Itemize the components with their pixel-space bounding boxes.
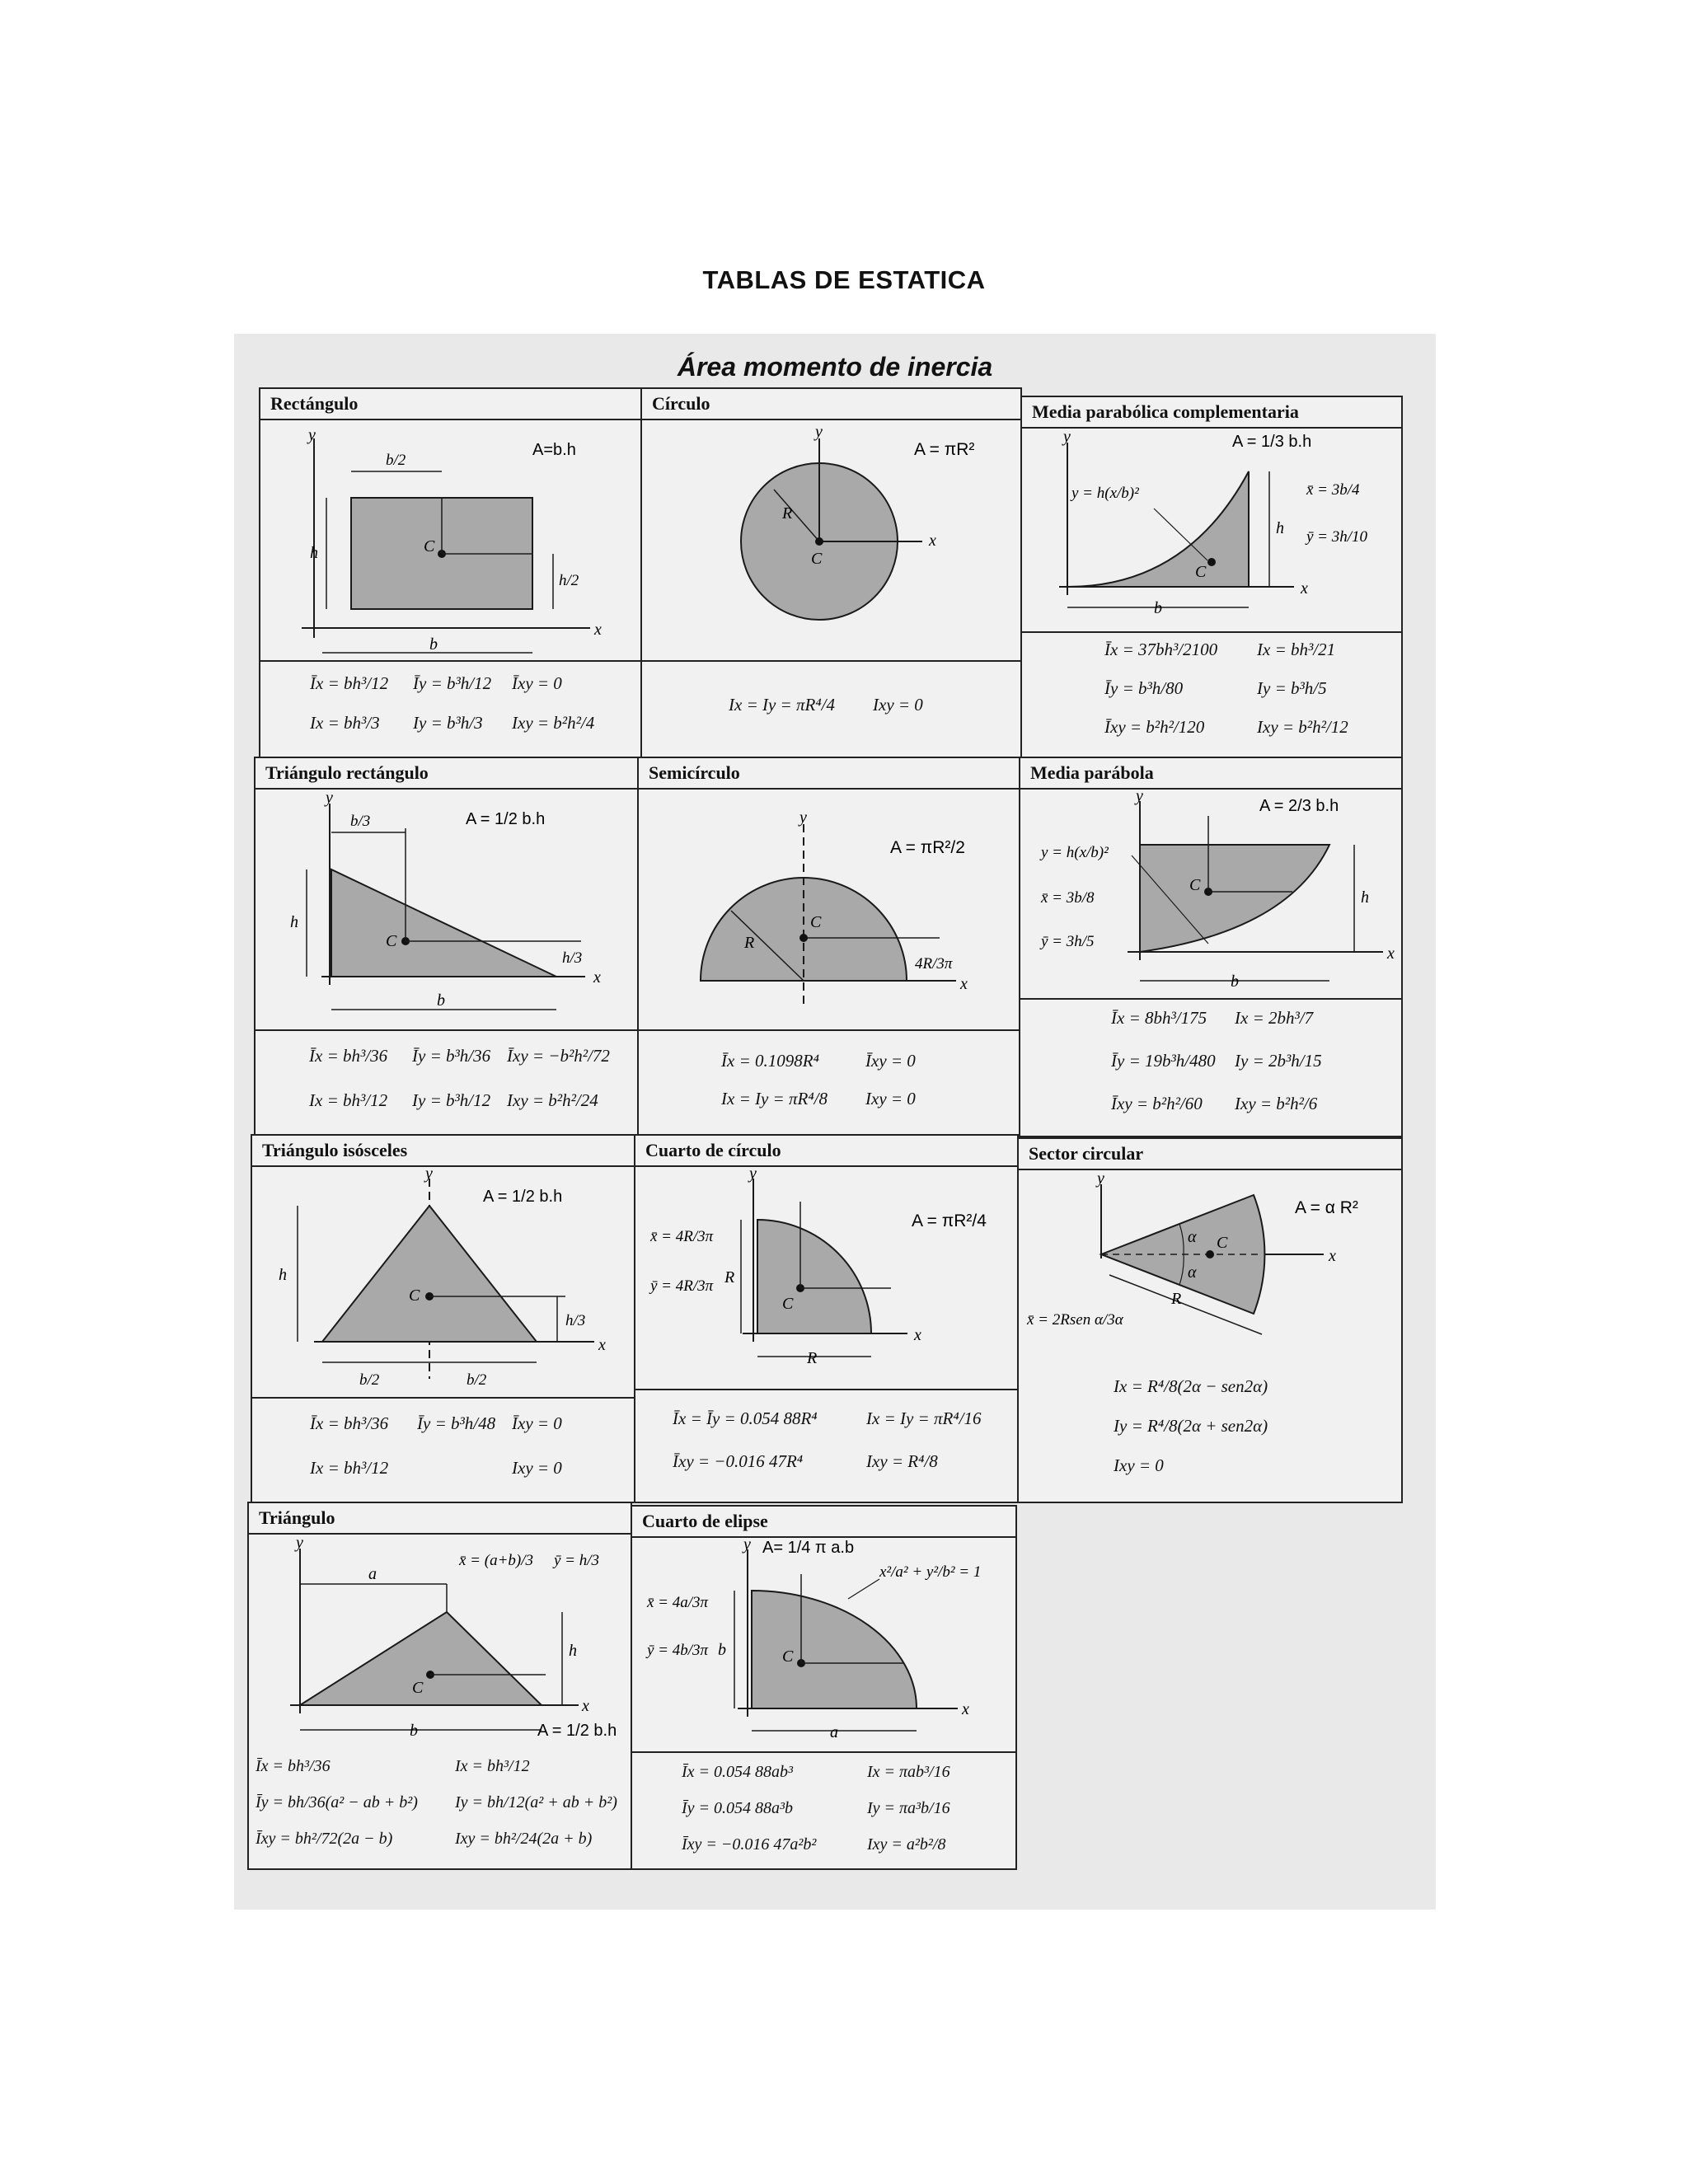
table-heading: Área momento de inercia xyxy=(677,352,993,382)
formulas-media-parabolica-complementaria xyxy=(1022,631,1401,757)
formula: Īxy = 0 xyxy=(512,1413,562,1433)
centroid-label: C xyxy=(1195,563,1207,581)
xbar-label: x̄ = 3b/4 xyxy=(1306,481,1360,499)
formula: Īx = bh³/36 xyxy=(310,1413,389,1433)
b-label: b xyxy=(410,1722,418,1740)
formula: Iy = 2b³h/15 xyxy=(1235,1051,1322,1071)
formula: Ix = bh³/3 xyxy=(310,713,380,733)
formulas-circulo xyxy=(642,660,1020,757)
formula: Ixy = 0 xyxy=(873,695,923,715)
area-formula: A= 1/4 π a.b xyxy=(762,1540,855,1557)
ybar-label: ȳ = h/3 xyxy=(554,1552,600,1569)
h-label: h xyxy=(1361,888,1369,907)
formula: Īxy = b²h²/120 xyxy=(1104,717,1205,737)
cell-media-parabola xyxy=(1019,757,1403,1137)
formulas-sector-circular xyxy=(1019,1370,1401,1502)
xbar-label: x̄ = 3b/8 xyxy=(1041,889,1095,907)
formula: Īxy = −b²h²/72 xyxy=(507,1046,610,1066)
cell-circulo xyxy=(640,387,1022,758)
cuarto-de-elipse-figure xyxy=(632,1540,1011,1758)
b-label: b xyxy=(429,635,438,654)
formula: Īxy = −0.016 47R⁴ xyxy=(673,1451,804,1471)
radius-label: R xyxy=(782,504,793,523)
shape-title: Cuarto de elipse xyxy=(632,1507,1015,1538)
b-label: b xyxy=(1231,972,1239,991)
formula: Īxy = b²h²/60 xyxy=(1111,1094,1203,1113)
media-parabolica-complementaria-figure xyxy=(1022,430,1401,636)
h-label: h xyxy=(569,1642,577,1660)
xbar-label: x̄ = 4R/3π xyxy=(650,1228,714,1245)
formula: Īx = 0.054 88ab³ xyxy=(682,1763,794,1781)
a-label: a xyxy=(368,1565,377,1583)
formulas-triangulo-rectangulo xyxy=(256,1029,637,1134)
semicirculo-figure xyxy=(639,791,1018,1038)
centroid-label: C xyxy=(782,1647,794,1666)
radius-label: R xyxy=(1171,1290,1182,1308)
media-parabola-figure xyxy=(1020,791,1400,1022)
formula: Īy = b³h/12 xyxy=(413,673,492,693)
formula: Īxy = bh²/72(2a − b) xyxy=(256,1830,393,1848)
cell-sector-circular xyxy=(1017,1137,1403,1503)
formula: Ix = Iy = πR⁴/8 xyxy=(721,1089,828,1108)
ybar-label: ȳ = 3h/5 xyxy=(1041,933,1095,950)
y-axis-label: y xyxy=(799,808,807,827)
shape-title: Triángulo xyxy=(249,1503,631,1535)
ybar-label: ȳ = 4R/3π xyxy=(650,1277,714,1295)
xbar-label: x̄ = (a+b)/3 xyxy=(459,1552,534,1569)
shape-title: Semicírculo xyxy=(639,758,1019,790)
formula: Iy = b³h/3 xyxy=(413,713,483,733)
x-axis-label: x xyxy=(593,968,601,987)
circulo-figure xyxy=(642,422,1021,661)
a-label: a xyxy=(830,1723,838,1741)
formula: Īx = bh³/36 xyxy=(309,1046,388,1066)
formulas-rectangulo xyxy=(260,660,640,757)
centroid-label: C xyxy=(412,1679,424,1697)
x-axis-label: x xyxy=(962,1700,969,1718)
y-axis-label: y xyxy=(296,1536,303,1552)
formula: Ixy = bh²/24(2a + b) xyxy=(455,1830,593,1848)
formula: Īx = bh³/36 xyxy=(256,1757,331,1775)
shape-title: Triángulo isósceles xyxy=(252,1136,634,1167)
triangulo-rectangulo-figure xyxy=(256,791,635,1038)
formula: Īxy = 0 xyxy=(512,673,562,693)
radius-label: R xyxy=(724,1268,735,1286)
formulas-triangulo xyxy=(249,1757,631,1868)
formulas-semicirculo xyxy=(639,1029,1019,1134)
b-label: b xyxy=(437,991,445,1010)
formula: Ixy = b²h²/12 xyxy=(1257,717,1348,737)
x-axis-label: x xyxy=(598,1336,606,1354)
formula: Ixy = 0 xyxy=(512,1458,562,1478)
area-formula: A = 2/3 b.h xyxy=(1259,797,1339,815)
area-formula: A=b.h xyxy=(532,441,576,459)
rectangulo-figure xyxy=(260,422,640,661)
centroid-label: C xyxy=(782,1295,794,1313)
area-formula: A = 1/2 b.h xyxy=(483,1188,563,1206)
cell-semicirculo xyxy=(637,757,1020,1136)
shape-title: Triángulo rectángulo xyxy=(256,758,637,790)
b2-left-label: b/2 xyxy=(359,1371,380,1389)
h-label: h xyxy=(1276,519,1284,537)
shape-title: Círculo xyxy=(642,389,1020,420)
shape-title: Rectángulo xyxy=(260,389,640,420)
curve-equation: y = h(x/b)² xyxy=(1041,844,1109,861)
distance-label: 4R/3π xyxy=(915,955,953,972)
x-axis-label: x xyxy=(1329,1247,1336,1265)
cell-cuarto-de-circulo xyxy=(634,1134,1019,1503)
x-axis-label: x xyxy=(914,1326,921,1344)
shape-title: Media parábola xyxy=(1020,758,1401,790)
centroid-label: C xyxy=(386,932,397,950)
y-axis-label: y xyxy=(1063,430,1071,446)
formula: Ix = Iy = πR⁴/16 xyxy=(866,1408,982,1428)
h-label: h xyxy=(290,913,298,931)
formula: Ixy = b²h²/24 xyxy=(507,1090,598,1110)
formula: Īy = 19b³h/480 xyxy=(1111,1051,1216,1071)
area-formula: A = πR²/2 xyxy=(890,838,965,857)
formula: Ixy = 0 xyxy=(865,1089,916,1108)
formula: Īxy = 0 xyxy=(865,1051,916,1071)
curve-equation: y = h(x/b)² xyxy=(1071,485,1139,502)
y-axis-label: y xyxy=(425,1169,433,1183)
b-label: b xyxy=(1154,599,1162,617)
y-axis-label: y xyxy=(1136,791,1143,805)
shape-title: Media parabólica complementaria xyxy=(1022,397,1401,429)
x-axis-label: x xyxy=(594,621,602,639)
cell-rectangulo xyxy=(259,387,642,758)
formula: Ix = Iy = πR⁴/4 xyxy=(729,695,835,715)
b2-label: b/2 xyxy=(386,452,406,469)
formula: Ixy = b²h²/4 xyxy=(512,713,595,733)
shape-title: Sector circular xyxy=(1019,1139,1401,1170)
formulas-media-parabola xyxy=(1020,998,1401,1136)
h3-label: h/3 xyxy=(562,949,583,967)
formula: Īy = b³h/80 xyxy=(1104,678,1184,698)
formula: Ixy = b²h²/6 xyxy=(1235,1094,1318,1113)
formula: Iy = b³h/12 xyxy=(412,1090,491,1110)
cell-cuarto-de-elipse xyxy=(631,1505,1017,1870)
centroid-label: C xyxy=(409,1286,420,1305)
ellipse-equation: x²/a² + y²/b² = 1 xyxy=(879,1563,982,1581)
b-label: b xyxy=(718,1641,726,1659)
area-formula: A = α R² xyxy=(1295,1198,1358,1217)
formula: Ix = 2bh³/7 xyxy=(1235,1008,1314,1028)
formula: Ixy = a²b²/8 xyxy=(867,1835,946,1854)
h3-label: h/3 xyxy=(565,1312,586,1329)
formulas-cuarto-de-circulo xyxy=(635,1389,1017,1502)
b2-right-label: b/2 xyxy=(467,1371,487,1389)
y-axis-label: y xyxy=(308,426,316,444)
y-axis-label: y xyxy=(815,423,823,441)
area-formula: A = πR² xyxy=(914,440,975,459)
triangulo-isosceles-figure xyxy=(252,1169,631,1416)
formula: Īx = 0.1098R⁴ xyxy=(721,1051,819,1071)
formula: Īx = bh³/12 xyxy=(310,673,389,693)
formula: Īy = bh/36(a² − ab + b²) xyxy=(256,1793,418,1811)
centroid-label: C xyxy=(424,537,435,555)
formula: Ixy = 0 xyxy=(1114,1455,1164,1475)
y-axis-label: y xyxy=(1097,1172,1104,1188)
cell-triangulo xyxy=(247,1502,632,1870)
formula: Īx = Īy = 0.054 88R⁴ xyxy=(673,1408,818,1428)
formula: Īy = 0.054 88a³b xyxy=(682,1799,794,1817)
radius-bottom-label: R xyxy=(807,1349,818,1367)
x-axis-label: x xyxy=(929,532,936,550)
y-axis-label: y xyxy=(326,791,333,807)
scanned-table xyxy=(234,334,1436,1910)
x-axis-label: x xyxy=(582,1697,589,1715)
y-axis-label: y xyxy=(749,1169,757,1183)
formula: Ixy = R⁴/8 xyxy=(866,1451,938,1471)
document-title: TABLAS DE ESTATICA xyxy=(702,265,986,294)
formula: Ix = πab³/16 xyxy=(867,1763,950,1781)
y-axis-label: y xyxy=(743,1540,751,1554)
formula: Iy = bh/12(a² + ab + b²) xyxy=(455,1793,617,1811)
centroid-label: C xyxy=(1189,876,1201,894)
radius-label: R xyxy=(744,934,755,952)
centroid-label: C xyxy=(811,550,823,568)
cuarto-de-circulo-figure xyxy=(635,1169,1015,1408)
area-formula: A = πR²/4 xyxy=(912,1212,987,1230)
formula: Iy = b³h/5 xyxy=(1257,678,1327,698)
alpha-lower-label: α xyxy=(1188,1263,1197,1282)
formula: Īy = b³h/48 xyxy=(417,1413,496,1433)
x-axis-label: x xyxy=(1301,579,1308,598)
x-axis-label: x xyxy=(1387,944,1395,963)
formulas-cuarto-de-elipse xyxy=(632,1751,1015,1868)
formula: Ix = R⁴/8(2α − sen2α) xyxy=(1114,1376,1268,1396)
area-formula: A = 1/2 b.h xyxy=(537,1722,617,1740)
h-label: h xyxy=(310,544,318,562)
formula: Īx = 37bh³/2100 xyxy=(1104,640,1218,659)
shape-title: Cuarto de círculo xyxy=(635,1136,1017,1167)
formula: Iy = R⁴/8(2α + sen2α) xyxy=(1114,1416,1268,1436)
formula: Iy = πa³b/16 xyxy=(867,1799,950,1817)
xbar-label: x̄ = 2Rsen α/3α xyxy=(1027,1311,1123,1329)
cell-media-parabolica-complementaria xyxy=(1020,396,1403,758)
cell-triangulo-isosceles xyxy=(251,1134,635,1503)
cell-triangulo-rectangulo xyxy=(254,757,639,1136)
area-formula: A = 1/2 b.h xyxy=(466,810,546,828)
area-formula: A = 1/3 b.h xyxy=(1232,433,1312,451)
b3-label: b/3 xyxy=(350,813,371,830)
centroid-label: C xyxy=(1217,1234,1228,1252)
h2-label: h/2 xyxy=(559,572,579,589)
triangulo-figure xyxy=(249,1536,628,1759)
formula: Ix = bh³/12 xyxy=(309,1090,388,1110)
ybar-label: ȳ = 3h/10 xyxy=(1306,528,1368,546)
h-label: h xyxy=(279,1266,287,1284)
formula: Ix = bh³/12 xyxy=(455,1757,530,1775)
formulas-triangulo-isosceles xyxy=(252,1397,634,1502)
formula: Ix = bh³/12 xyxy=(310,1458,389,1478)
centroid-label: C xyxy=(810,913,822,931)
formula: Īx = 8bh³/175 xyxy=(1111,1008,1207,1028)
ybar-label: ȳ = 4b/3π xyxy=(647,1642,709,1659)
formula: Īxy = −0.016 47a²b² xyxy=(682,1835,817,1854)
xbar-label: x̄ = 4a/3π xyxy=(647,1594,709,1611)
alpha-upper-label: α xyxy=(1188,1228,1197,1246)
formula: Īy = b³h/36 xyxy=(412,1046,491,1066)
x-axis-label: x xyxy=(960,975,968,993)
formula: Ix = bh³/21 xyxy=(1257,640,1336,659)
